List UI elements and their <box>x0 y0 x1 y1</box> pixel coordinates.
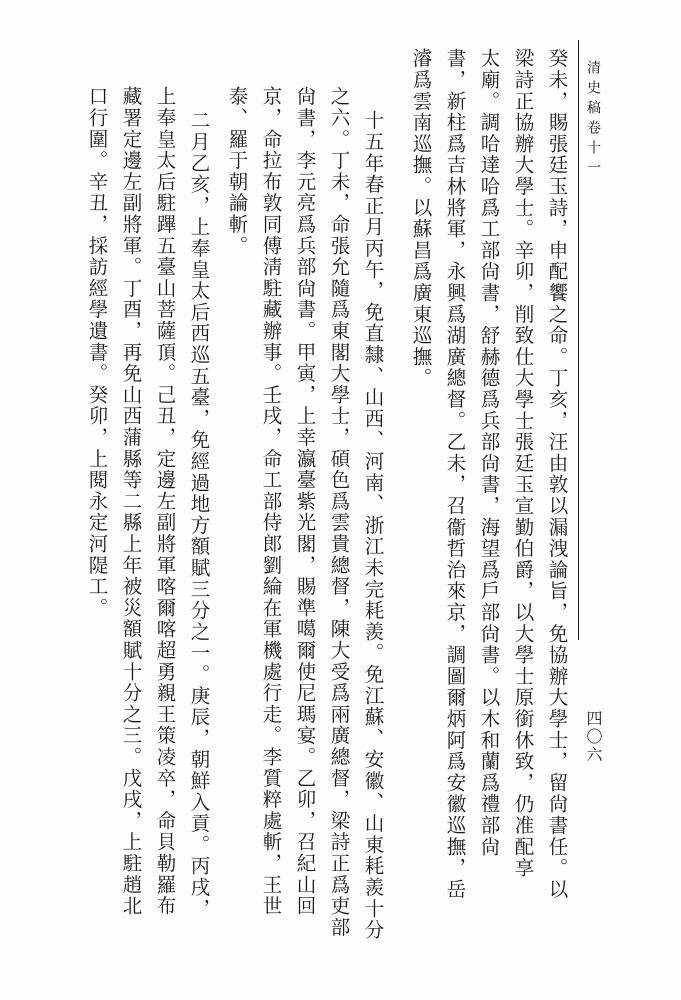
text-column-5: 濬爲雲南巡撫。以蘇昌爲廣東巡撫。 <box>409 48 433 389</box>
text-column-10: 泰、羅于朝論斬。 <box>225 86 249 257</box>
running-title: 清史稿卷十一 <box>585 60 601 180</box>
text-column-6: 十五年春正月丙午，免直隸、山西、河南、浙江未完耗羨。免江蘇、安徽、山東耗羨十分 <box>361 110 385 941</box>
header-rule <box>578 40 579 640</box>
text-column-11: 二月乙亥，上奉皇太后西巡五臺，免經過地方額賦三分之一。庚辰，朝鮮入貢。丙戌， <box>187 110 211 920</box>
text-column-3: 太廟。調哈達哈爲工部尙書，舒赫德爲兵部尙書，海望爲戶部尙書。以木和蘭爲禮部尙 <box>477 48 501 858</box>
text-column-7: 之六。丁未，命張允隨爲東閣大學士，碩色爲雲貴總督，陳大受爲兩廣總督，梁詩正爲吏部 <box>327 86 351 938</box>
text-column-14: 口行圍。辛丑，採訪經學遺書。癸卯，上閱永定河隄工。 <box>85 86 109 619</box>
text-column-13: 藏署定邊左副將軍。丁酉，再免山西蒲縣等二縣上年被災額賦十分之三。戊戌，上駐趙北 <box>119 86 143 917</box>
text-column-2: 梁詩正協辦大學士。辛卯，削致仕大學士張廷玉宣勤伯爵，以大學士原銜休致，仍准配享 <box>511 48 535 879</box>
text-column-8: 尙書，李元亮爲兵部尙書。甲寅，上幸瀛臺紫光閣，賜準噶爾使尼瑪宴。乙卯，召紀山回 <box>293 86 317 917</box>
text-column-4: 書，新柱爲吉林將軍，永興爲湖廣總督。乙未，召衞哲治來京，調圖爾炳阿爲安徽巡撫，岳 <box>443 48 467 900</box>
text-column-1: 癸未，賜張廷玉詩，申配饗之命。丁亥，汪由敦以漏洩論旨，免協辦大學士，留尙書任。以 <box>545 48 569 900</box>
page-number: 四〇六 <box>584 710 603 764</box>
text-column-12: 上奉皇太后駐蹕五臺山菩薩頂。己丑，定邊左副將軍喀爾喀超勇親王策凌卒，命貝勒羅布 <box>153 86 177 917</box>
text-column-9: 京，命拉布敦同傅淸駐藏辦事。壬戌，命工部侍郎劉綸在軍機處行走。李質粹處斬，王世 <box>259 86 283 917</box>
